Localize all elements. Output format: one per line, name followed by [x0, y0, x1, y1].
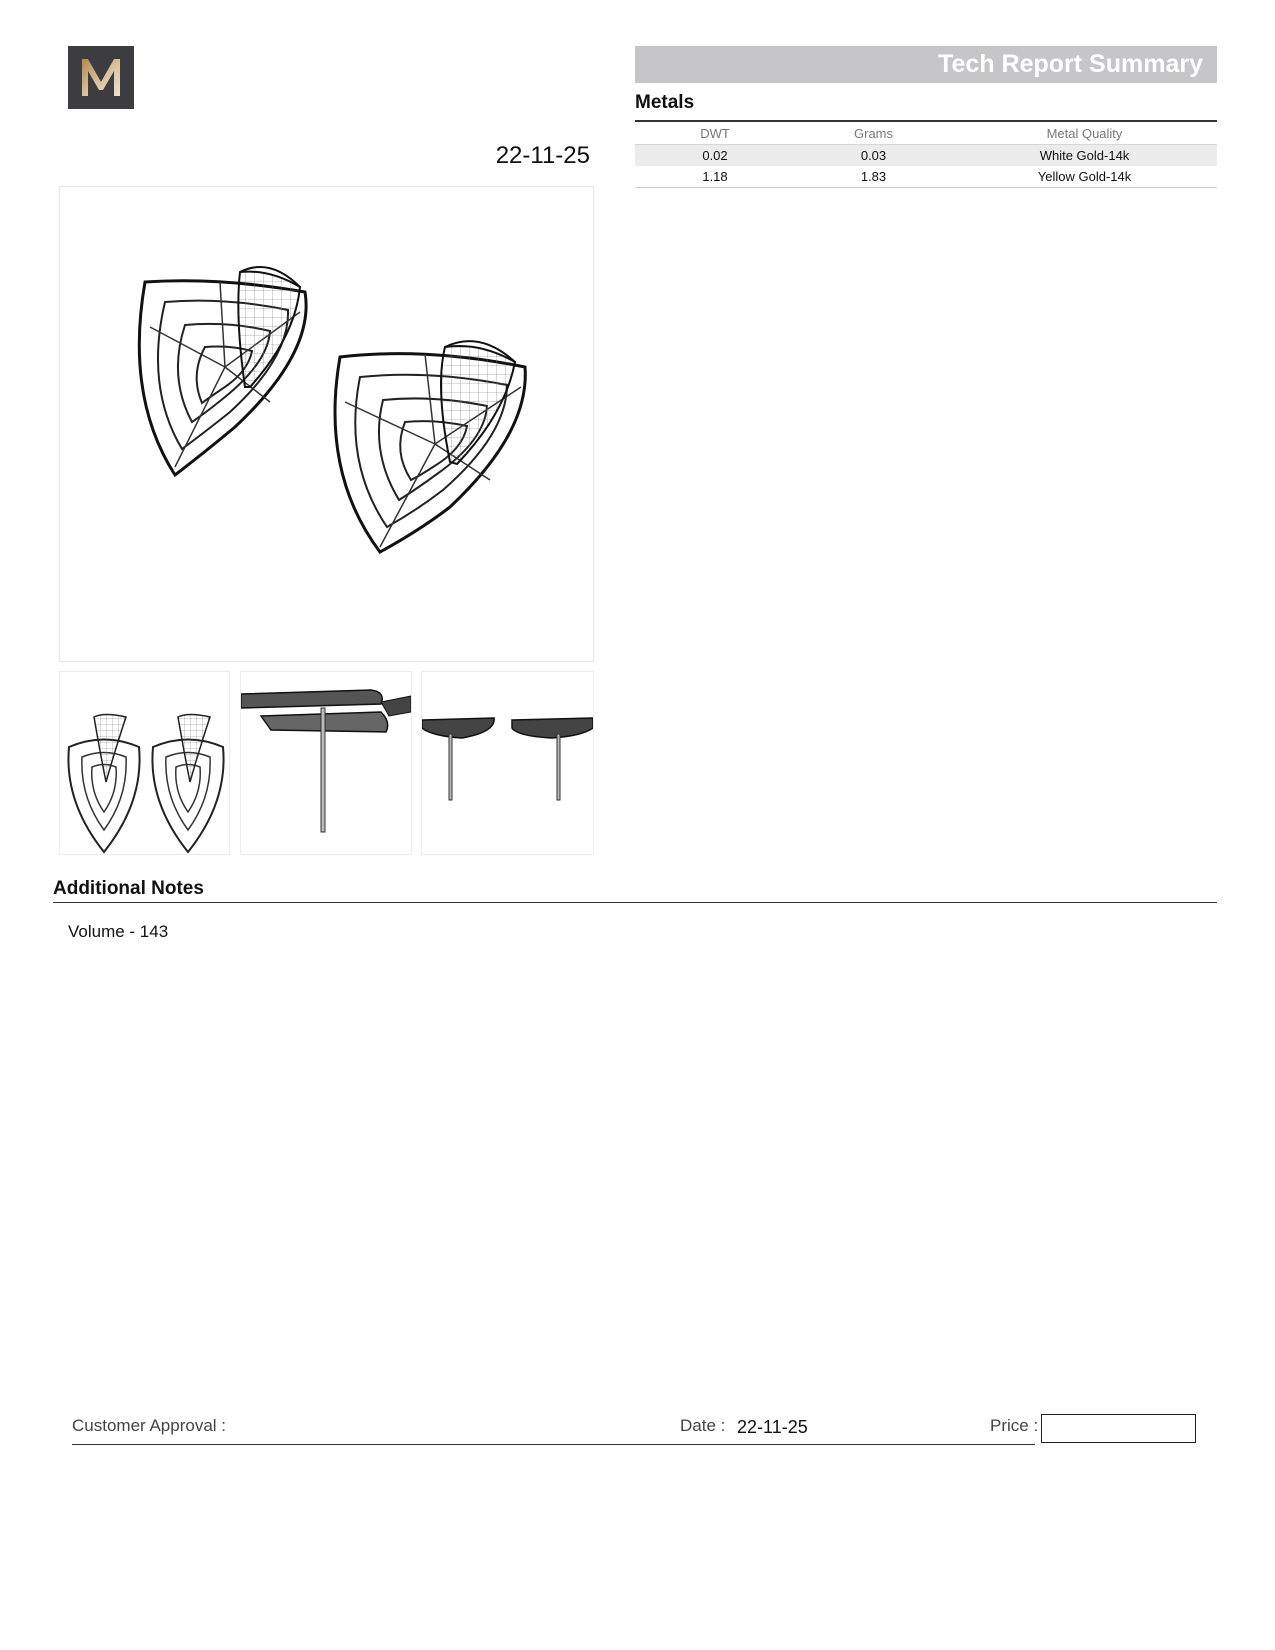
- price-field[interactable]: [1041, 1414, 1196, 1443]
- col-metal-quality: Metal Quality: [1046, 125, 1123, 141]
- col-dwt: DWT: [700, 125, 730, 141]
- metals-header-row: [635, 122, 1217, 145]
- approval-signature-line[interactable]: [72, 1444, 1035, 1445]
- table-row: [635, 145, 1217, 167]
- price-label: Price :: [990, 1416, 1039, 1435]
- date-label: Date :: [680, 1416, 726, 1435]
- customer-approval-label: Customer Approval :: [72, 1416, 227, 1435]
- product-thumbnail-side[interactable]: [240, 671, 412, 855]
- cell-grams: 0.03: [795, 145, 952, 167]
- report-title-bar: [635, 46, 1217, 83]
- cell-grams: 1.83: [795, 166, 952, 188]
- cell-dwt: 0.02: [635, 145, 795, 167]
- col-grams: Grams: [854, 125, 893, 141]
- metals-heading: Metals: [635, 92, 695, 113]
- product-main-image: [59, 186, 594, 662]
- report-title: Tech Report Summary: [938, 50, 1203, 78]
- metals-table: [635, 122, 1217, 188]
- notes-divider: [53, 902, 1217, 903]
- product-thumbnail-back[interactable]: [421, 671, 594, 855]
- company-logo: [68, 46, 134, 109]
- table-row: [635, 166, 1217, 188]
- product-thumbnail-front[interactable]: [59, 671, 230, 855]
- report-date: 22-11-25: [495, 142, 590, 169]
- cell-quality: White Gold-14k: [952, 145, 1217, 167]
- cell-quality: Yellow Gold-14k: [952, 166, 1217, 188]
- notes-heading: Additional Notes: [53, 878, 204, 899]
- cell-dwt: 1.18: [635, 166, 795, 188]
- notes-text: Volume - 143: [68, 922, 169, 941]
- date-value: 22-11-25: [737, 1417, 808, 1437]
